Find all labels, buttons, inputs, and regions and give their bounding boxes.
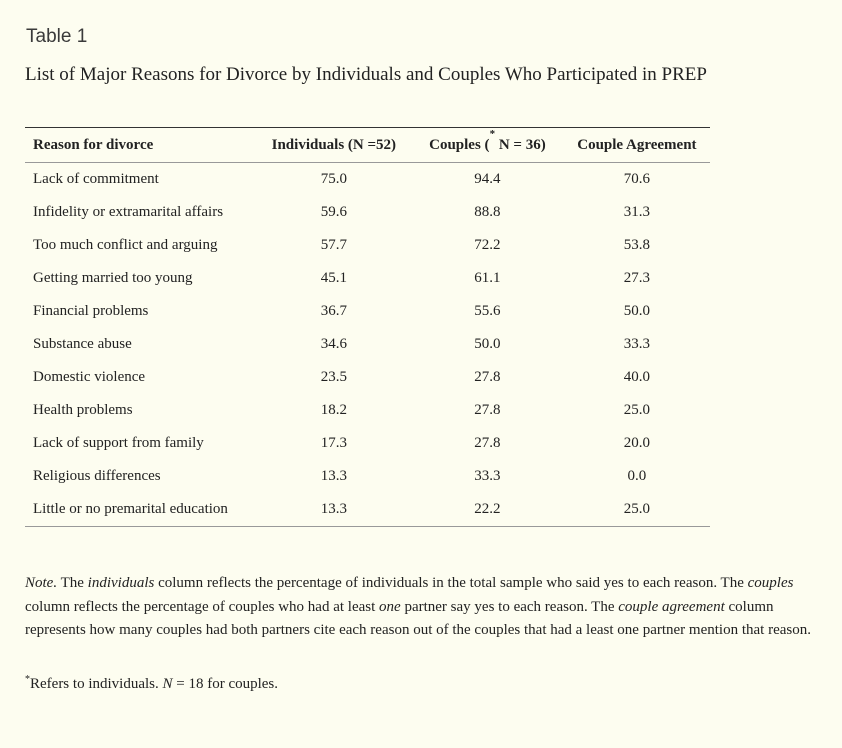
table-row	[25, 427, 710, 460]
footnote-text-pre: Refers to individuals.	[30, 676, 163, 692]
footnote-star: *	[25, 674, 30, 685]
couples-cell: 94.4	[474, 171, 501, 187]
individuals-cell: 23.5	[320, 369, 347, 385]
note-text-4: partner say yes to each reason. The	[400, 598, 619, 615]
couples-cell: 72.2	[474, 237, 501, 253]
note-emph-individuals: individuals	[87, 575, 155, 591]
footnote-text-post: = 18 for couples.	[172, 676, 279, 692]
couples-cell: 27.8	[474, 369, 501, 385]
table-row	[25, 196, 710, 229]
individuals-cell: 13.3	[320, 501, 347, 517]
header-individuals: Individuals (N =52)	[271, 136, 397, 153]
note-text-5: column represents how many couples had both partners cite each reason out of the couples that had a least one partner mention that reason.	[25, 598, 811, 638]
agreement-cell: 20.0	[623, 435, 651, 451]
couples-cell: 33.3	[474, 468, 501, 484]
couples-cell: 61.1	[474, 270, 501, 286]
note-text-2: column reflects the percentage of individuals in the total sample who said yes to each reason. The	[154, 575, 748, 591]
individuals-cell: 45.1	[320, 270, 347, 286]
couples-cell: 27.8	[474, 435, 501, 451]
note-emph-one: one	[379, 598, 401, 615]
table-row	[25, 295, 710, 328]
reason-cell: Health problems	[33, 402, 133, 418]
reason-cell: Lack of support from family	[33, 435, 204, 451]
reason-cell: Lack of commitment	[33, 171, 159, 187]
couples-cell: 55.6	[474, 303, 501, 319]
table-row	[25, 262, 710, 295]
table-row	[25, 328, 710, 361]
note-text-1: The	[57, 575, 88, 591]
individuals-cell: 57.7	[320, 237, 347, 253]
note-text-3: column reflects the percentage of couples who had at least	[25, 598, 380, 615]
agreement-cell: 53.8	[623, 237, 651, 253]
table-title: List of Major Reasons for Divorce by Individuals and Couples Who Participated in PREP	[25, 64, 707, 85]
agreement-cell: 25.0	[623, 501, 651, 517]
agreement-cell: 40.0	[623, 369, 651, 385]
individuals-cell: 13.3	[320, 468, 347, 484]
reason-cell: Financial problems	[33, 303, 149, 319]
table-row	[25, 361, 710, 394]
agreement-cell: 70.6	[623, 171, 651, 187]
table-row	[25, 229, 710, 262]
agreement-cell: 27.3	[623, 270, 651, 286]
individuals-cell: 36.7	[320, 303, 347, 319]
agreement-cell: 25.0	[623, 402, 651, 418]
reason-cell: Little or no premarital education	[33, 501, 228, 517]
header-reason: Reason for divorce	[33, 136, 154, 153]
individuals-cell: 18.2	[320, 402, 347, 418]
table-row	[25, 493, 710, 527]
individuals-cell: 59.6	[320, 204, 347, 220]
header-couples	[411, 128, 564, 163]
couples-cell: 50.0	[474, 336, 501, 352]
reason-cell: Too much conflict and arguing	[33, 237, 218, 253]
reason-cell: Religious differences	[33, 468, 161, 484]
table-note	[25, 572, 825, 643]
table-row	[25, 460, 710, 493]
header-couples-post: N = 36)	[495, 136, 546, 153]
header-agreement: Couple Agreement	[577, 136, 697, 153]
note-emph-couples: couples	[747, 575, 794, 591]
individuals-cell: 17.3	[320, 435, 347, 451]
table-number: Table 1	[26, 26, 88, 47]
reason-cell: Getting married too young	[33, 270, 193, 286]
table-row	[25, 394, 710, 427]
note-label: Note.	[25, 575, 58, 591]
agreement-cell: 31.3	[623, 204, 651, 220]
agreement-cell: 50.0	[623, 303, 651, 319]
table-header-row	[25, 128, 710, 163]
reasons-table	[25, 127, 710, 527]
footnote-n: N	[162, 676, 173, 692]
individuals-cell: 34.6	[320, 336, 347, 352]
agreement-cell: 33.3	[623, 336, 651, 352]
footnote	[25, 676, 278, 693]
couples-cell: 22.2	[474, 501, 501, 517]
reason-cell: Infidelity or extramarital affairs	[33, 204, 224, 220]
header-couples-pre: Couples (	[429, 136, 490, 153]
note-emph-couple-agreement: couple agreement	[618, 598, 725, 615]
header-couples-star: *	[489, 127, 496, 140]
individuals-cell: 75.0	[320, 171, 347, 187]
couples-cell: 88.8	[474, 204, 501, 220]
table-row	[25, 163, 710, 197]
agreement-cell: 0.0	[627, 468, 647, 484]
couples-cell: 27.8	[474, 402, 501, 418]
reason-cell: Substance abuse	[33, 336, 132, 352]
reason-cell: Domestic violence	[33, 369, 146, 385]
